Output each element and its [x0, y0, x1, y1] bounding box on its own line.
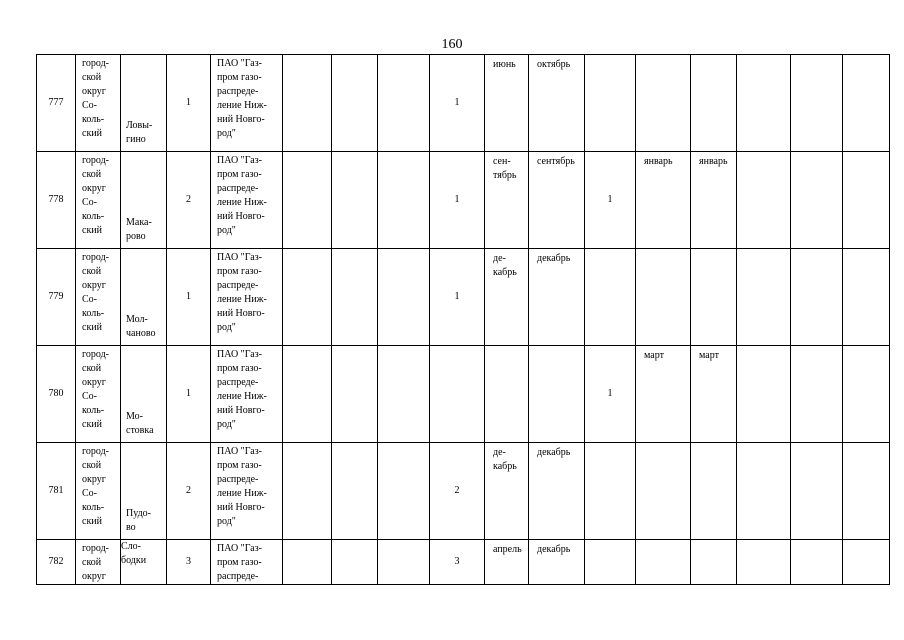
connections-cell-text: 1: [454, 291, 460, 302]
empty-cell: [843, 249, 890, 346]
second-count-cell: [585, 55, 636, 152]
end-month-cell-text: декабрь: [537, 544, 571, 555]
district-cell-text: город- ской округ Со- коль- ский: [82, 58, 109, 139]
second-start-cell: [636, 152, 691, 249]
second-start-cell: [636, 540, 691, 585]
row-number: [37, 152, 76, 249]
second-end-cell-text: [691, 249, 736, 252]
start-month-cell-text: сен- тябрь: [493, 156, 517, 181]
count-cell-text: 3: [186, 556, 191, 567]
start-month-cell-text: де- кабрь: [493, 253, 517, 278]
connections-cell-text: 1: [454, 194, 460, 205]
organization-cell-text: ПАО "Газ- пром газо- распреде- ление Ниж- ний Новго- род": [217, 349, 267, 430]
start-month-cell-text: июнь: [493, 59, 516, 70]
settlement-cell-text: Ловы- гино: [126, 120, 153, 145]
organization-cell-text: ПАО "Газ- пром газо- распреде- ление Ниж- ний Новго- род": [217, 58, 267, 139]
second-end-cell: [691, 249, 737, 346]
second-end-cell: [691, 443, 737, 540]
empty-cell: [378, 540, 430, 585]
settlement-cell: [121, 540, 167, 585]
table-row: [37, 346, 890, 443]
empty-cell: [283, 152, 332, 249]
count-cell-text: 1: [186, 291, 191, 302]
second-start-cell-text: январь: [644, 156, 673, 167]
organization-cell: [211, 443, 283, 540]
district-cell-text: город- ской округ: [82, 543, 109, 582]
empty-cell: [843, 55, 890, 152]
second-end-cell: [691, 540, 737, 585]
count-cell-text: 1: [186, 97, 191, 108]
row-number-text: 780: [48, 388, 64, 399]
district-cell: [76, 443, 121, 540]
empty-cell: [737, 249, 791, 346]
start-month-cell: [485, 152, 529, 249]
organization-cell-text: ПАО "Газ- пром газо- распреде- ление Ниж- ний Новго- род": [217, 155, 267, 236]
settlement-cell-text: Сло- бодки: [121, 541, 147, 566]
district-cell: [76, 249, 121, 346]
second-start-cell-text: [636, 540, 690, 543]
empty-cell: [283, 346, 332, 443]
settlement-cell-text: Мол- чаново: [126, 314, 156, 339]
page-number: 160: [441, 37, 463, 52]
second-count-cell: [585, 346, 636, 443]
settlement-cell-text: Мо- стовка: [126, 411, 154, 436]
empty-cell: [791, 249, 843, 346]
second-end-cell-text: [691, 443, 736, 446]
settlement-cell: [121, 346, 167, 443]
start-month-cell: [485, 249, 529, 346]
empty-cell: [737, 346, 791, 443]
district-cell-text: город- ской округ Со- коль- ский: [82, 252, 109, 333]
empty-cell: [332, 249, 378, 346]
second-start-cell-text: [636, 55, 690, 58]
empty-cell: [332, 443, 378, 540]
row-number: [37, 540, 76, 585]
settlement-cell: [121, 55, 167, 152]
district-cell-text: город- ской округ Со- коль- ский: [82, 446, 109, 527]
empty-cell: [843, 346, 890, 443]
empty-cell: [737, 152, 791, 249]
end-month-cell-text: [529, 346, 584, 349]
second-start-cell: [636, 346, 691, 443]
second-start-cell: [636, 55, 691, 152]
connections-cell-text: 3: [454, 556, 460, 567]
settlement-cell: [121, 443, 167, 540]
connections-cell: [430, 346, 485, 443]
district-cell: [76, 152, 121, 249]
count-cell: [167, 443, 211, 540]
empty-cell: [791, 540, 843, 585]
end-month-cell-text: сентябрь: [537, 156, 575, 167]
district-cell: [76, 55, 121, 152]
table-row: [37, 443, 890, 540]
second-end-cell-text: [691, 55, 736, 58]
count-cell: [167, 55, 211, 152]
empty-cell: [378, 249, 430, 346]
row-number: [37, 346, 76, 443]
settlement-cell-text: Мака- рово: [126, 217, 152, 242]
end-month-cell-text: декабрь: [537, 447, 571, 458]
second-end-cell-text: [691, 540, 736, 543]
count-cell: [167, 346, 211, 443]
organization-cell: [211, 540, 283, 585]
end-month-cell-text: декабрь: [537, 253, 571, 264]
table-row: [37, 152, 890, 249]
empty-cell: [283, 540, 332, 585]
empty-cell: [737, 55, 791, 152]
second-start-cell: [636, 249, 691, 346]
connections-cell-text: 1: [454, 97, 460, 108]
start-month-cell: [485, 55, 529, 152]
connections-cell: [430, 152, 485, 249]
second-end-cell: [691, 55, 737, 152]
end-month-cell: [529, 249, 585, 346]
end-month-cell: [529, 346, 585, 443]
table-row: [37, 249, 890, 346]
row-number-text: 782: [48, 556, 64, 567]
organization-cell: [211, 346, 283, 443]
connections-cell: [430, 55, 485, 152]
organization-cell-text: ПАО "Газ- пром газо- распреде-: [217, 543, 262, 582]
empty-cell: [843, 443, 890, 540]
empty-cell: [791, 152, 843, 249]
empty-cell: [791, 443, 843, 540]
district-cell-text: город- ской округ Со- коль- ский: [82, 155, 109, 236]
row-number: [37, 443, 76, 540]
row-number-text: 781: [48, 485, 64, 496]
end-month-cell: [529, 443, 585, 540]
empty-cell: [737, 540, 791, 585]
connections-cell-text: 2: [454, 485, 460, 496]
organization-cell: [211, 55, 283, 152]
start-month-cell: [485, 540, 529, 585]
count-cell-text: 1: [186, 388, 191, 399]
second-start-cell-text: [636, 443, 690, 446]
count-cell-text: 2: [186, 194, 191, 205]
second-end-cell-text: январь: [699, 156, 728, 167]
start-month-cell: [485, 443, 529, 540]
second-count-cell-text: 1: [607, 388, 613, 399]
empty-cell: [332, 55, 378, 152]
settlement-cell: [121, 152, 167, 249]
start-month-cell: [485, 346, 529, 443]
empty-cell: [791, 346, 843, 443]
gasification-table: [36, 54, 890, 585]
connections-cell: [430, 249, 485, 346]
second-start-cell: [636, 443, 691, 540]
empty-cell: [283, 55, 332, 152]
settlement-cell-text: Пудо- во: [126, 508, 152, 533]
empty-cell: [332, 346, 378, 443]
second-count-cell: [585, 249, 636, 346]
second-start-cell-text: март: [644, 350, 664, 361]
empty-cell: [378, 55, 430, 152]
district-cell: [76, 540, 121, 585]
empty-cell: [283, 443, 332, 540]
end-month-cell: [529, 55, 585, 152]
connections-cell: [430, 540, 485, 585]
second-count-cell-text: 1: [607, 194, 613, 205]
row-number-text: 778: [48, 194, 64, 205]
count-cell: [167, 152, 211, 249]
connections-cell: [430, 443, 485, 540]
empty-cell: [843, 152, 890, 249]
second-start-cell-text: [636, 249, 690, 252]
start-month-cell-text: апрель: [493, 544, 522, 555]
row-number: [37, 55, 76, 152]
second-end-cell: [691, 346, 737, 443]
start-month-cell-text: де- кабрь: [493, 447, 517, 472]
district-cell: [76, 346, 121, 443]
second-count-cell: [585, 443, 636, 540]
empty-cell: [378, 152, 430, 249]
organization-cell: [211, 249, 283, 346]
empty-cell: [283, 249, 332, 346]
second-count-cell: [585, 540, 636, 585]
organization-cell: [211, 152, 283, 249]
count-cell: [167, 249, 211, 346]
count-cell: [167, 540, 211, 585]
empty-cell: [378, 346, 430, 443]
row-number-text: 777: [48, 97, 64, 108]
end-month-cell: [529, 152, 585, 249]
end-month-cell-text: октябрь: [537, 59, 571, 70]
district-cell-text: город- ской округ Со- коль- ский: [82, 349, 109, 430]
organization-cell-text: ПАО "Газ- пром газо- распреде- ление Ниж- ний Новго- род": [217, 252, 267, 333]
table-row: [37, 55, 890, 152]
empty-cell: [843, 540, 890, 585]
start-month-cell-text: [485, 346, 528, 349]
settlement-cell: [121, 249, 167, 346]
second-end-cell-text: март: [699, 350, 719, 361]
empty-cell: [332, 540, 378, 585]
empty-cell: [791, 55, 843, 152]
empty-cell: [378, 443, 430, 540]
organization-cell-text: ПАО "Газ- пром газо- распреде- ление Ниж- ний Новго- род": [217, 446, 267, 527]
empty-cell: [332, 152, 378, 249]
table-row: [37, 540, 890, 585]
count-cell-text: 2: [186, 485, 191, 496]
second-count-cell: [585, 152, 636, 249]
row-number-text: 779: [48, 291, 64, 302]
second-end-cell: [691, 152, 737, 249]
end-month-cell: [529, 540, 585, 585]
empty-cell: [737, 443, 791, 540]
row-number: [37, 249, 76, 346]
